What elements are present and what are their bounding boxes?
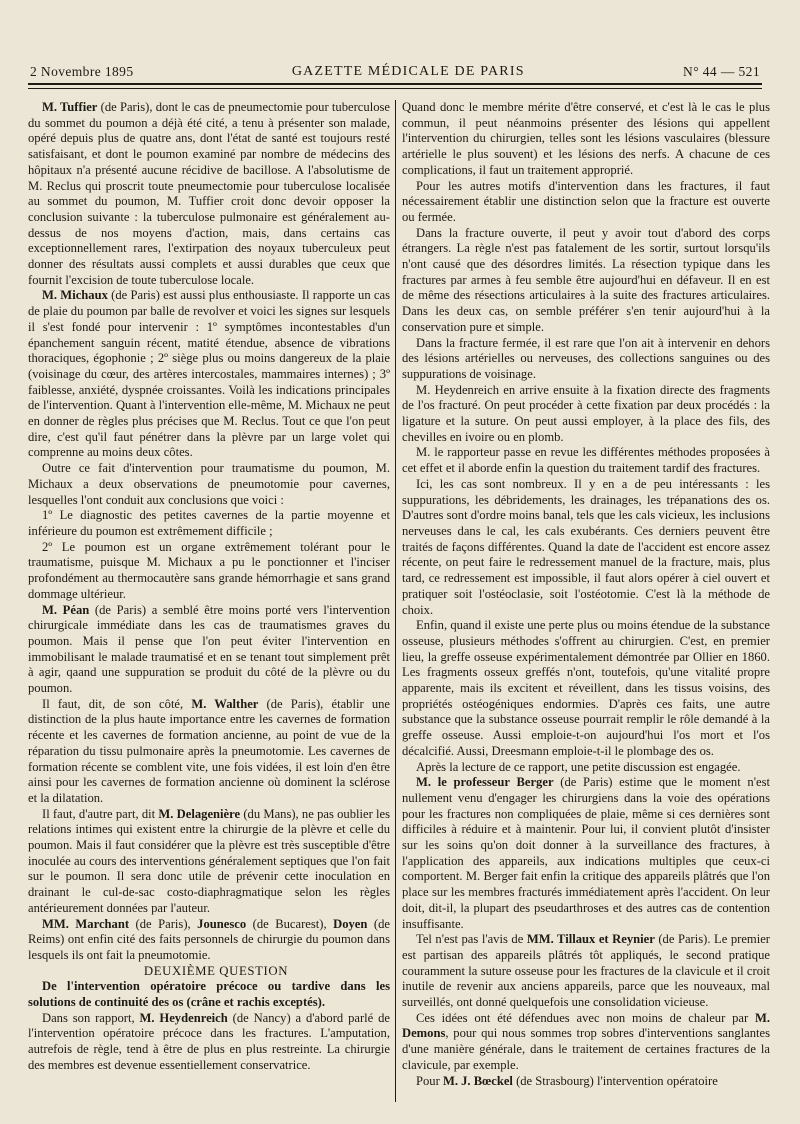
surgeon-name: M. J. Bœckel — [442, 1073, 513, 1088]
paragraph-text: Dans son rapport, — [42, 1010, 140, 1025]
surgeon-name: Jounesco — [197, 916, 247, 931]
header-number: N° 44 — [683, 64, 718, 79]
paragraph — [402, 1074, 770, 1090]
section-title: DEUXIÈME QUESTION — [143, 963, 289, 978]
paragraph-text: (de Strasbourg) l'intervention opératoire — [512, 1073, 718, 1088]
surgeon-name: Doyen — [333, 916, 368, 931]
paragraph-text: Tel n'est pas l'avis de — [416, 932, 527, 947]
paragraph — [28, 288, 390, 461]
paragraph-text: (de Paris). Le premier est partisan des appareils plâtrés tôt appliqués, le second pratique couramment la suture osseuse pour les fractures de la clavicule et il croit inutile de revenir aux anciens appareils, parce que les nouveaux, mal surveillés, ont donné quelquefois une consolidation vicieuse. — [402, 932, 770, 1010]
paragraph — [402, 932, 770, 1011]
surgeon-name: M. Tuffier — [42, 100, 98, 114]
section-subtitle: De l'intervention opératoire précoce ou tardive dans les solutions de continuité des os (crâne et rachis exceptés). — [28, 979, 390, 1010]
paragraph: Après la lecture de ce rapport, une petite discussion est engagée. — [416, 759, 741, 774]
running-header — [30, 58, 760, 80]
paragraph — [28, 603, 390, 697]
paragraph-text: Pour — [416, 1073, 443, 1088]
surgeon-name: M. le professeur Berger — [416, 775, 554, 790]
paragraph — [402, 1011, 770, 1074]
paragraph — [28, 917, 390, 964]
header-date: 2 Novembre 1895 — [30, 64, 134, 79]
paragraph-text: (de Paris) estime que le moment n'est nullement venu d'engager les chirurgiens dans la voie des opérations pour les fractures non compliquées de plaie, même si ces dernières sont difficiles à réduire et à maintenir. Pour lui, il convient plutôt d'insister sur les soins qu'on doit donner à la surveillance des fractures, à l'application des appareils, aux indications multiples que ceux-ci comportent. M. Berger fait enfin la critique des appareils plâtrés que l'on place sur les membres fracturés immédiatement après l'accident. On leur doit, dit-il, la plupart des pseudarthroses et des autres cas de contention insuffisante. — [402, 775, 770, 931]
paragraph-text: (de Bucarest), — [246, 916, 334, 931]
paragraph: M. le rapporteur passe en revue les différentes méthodes proposées à cet effet et il aborde enfin la question du traitement tardif des fractures. — [402, 445, 770, 476]
right-column — [402, 100, 770, 1104]
paragraph-text: Ces idées ont été défendues avec non moins de chaleur par — [416, 1010, 755, 1025]
left-column — [28, 100, 390, 1104]
paragraph — [28, 100, 390, 288]
paragraph: Quand donc le membre mérite d'être conservé, et c'est là le cas le plus commun, il peut néanmoins présenter des lésions qui appellent l'intervention du chirurgien, telles sont les lésions vasculaires (blessure artérielle le plus souvent) et les lésions des nerfs. A chacune de ces complications, il faut un traitement approprié. — [402, 100, 770, 177]
surgeon-name: MM. Marchant — [42, 916, 130, 931]
paragraph-text: (de Paris), — [129, 916, 198, 931]
paragraph-text: (de Paris), établir une distinction de la plus haute importance entre les cavernes de formation récente et les cavernes de formation ancienne, au point de vue de la réparation du tissu pulmonaire après la pneumotomie. Les cavernes de formation récente se comblent vite, une fois vidées, il est loin d'en être ainsi pour les cavernes de formation ancienne où dominent la sclérose et la dilatation. — [28, 696, 390, 805]
paragraph-text: (de Paris) est aussi plus enthousiaste. Il rapporte un cas de plaie du poumon par balle de revolver et voici les signes sur lesquels il s'est fondé pour intervenir : 1º symptômes incontestables d'un épanchement sanguin récent, matité étendue, absence de vibrations thoraciques, égophonie ; 2º siège plus ou moins dangereux de la plaie (voisinage du cœur, des artères intercostales, mammaires internes) ; 3º faiblesse, anxiété, dyspnée croissantes. Voilà les indications principales de l'intervention. Quant à l'intervention elle-même, M. Michaux ne peut en donner de règles plus précises que M. Reclus. Tout ce que l'on peut dire, c'est qu'il faut pénétrer dans la plèvre par un large volet qui comprenne au moins deux côtes. — [28, 288, 390, 460]
header-journal-title: GAZETTE MÉDICALE DE PARIS — [291, 64, 525, 79]
paragraph — [402, 775, 770, 932]
paragraph-text: (de Paris) a semblé être moins porté vers l'intervention chirurgicale immédiate dans les cas de traumatismes graves du poumon. Mais il pense que l'on peut éviter l'intervention en immobilisant le malade traumatisé et en se tenant tout simplement prêt à agir, qaand une suppuration se produit du côté de la plèvre ou du poumon. — [28, 602, 390, 696]
surgeon-name: M. Demons — [402, 1010, 770, 1041]
paragraph-text: (du Mans), ne pas oublier les relations intimes qui existent entre la chirurgie de la plèvre et celle du poumon. Mais il faut considérer que la plèvre est très susceptible d'être inoculée au cours des interventions généralement septiques que l'on fait sur le poumon. Il sera donc utile de prévenir cette inoculation en drainant le cul-de-sac costo-diaphragmatique selon les règles antérieurement données par l'auteur. — [28, 806, 390, 915]
header-number-page — [683, 64, 760, 80]
paragraph: Outre ce fait d'intervention pour traumatisme du poumon, M. Michaux a deux observations de pneumotomie pour cavernes, lesquelles l'ont conduit aux conclusions que voici : — [28, 461, 390, 507]
paragraph: M. Heydenreich en arrive ensuite à la fixation directe des fragments de l'os fracturé. On peut procéder à cette fixation par deux procédés : la ligature et la suture. On peut aussi employer, à la place des fils, des chevilles en ivoire ou en plomb. — [402, 382, 770, 444]
paragraph — [28, 1011, 390, 1074]
header-rule-thick — [28, 83, 762, 85]
paragraph-text: Il faut, dit, de son côté, — [42, 696, 192, 711]
surgeon-name: M. Péan — [42, 602, 90, 617]
surgeon-name: MM. Tillaux et Reynier — [526, 932, 655, 947]
paragraph: 2º Le poumon est un organe extrêmement tolérant pour le traumatisme, puisque M. Michaux a pu le ponctionner et l'inciser profondément au thermocautère sans grande hémorrhagie et sans grand dommage ultérieur. — [28, 539, 390, 601]
surgeon-name: M. Delagenière — [158, 806, 241, 821]
header-rule-thin — [28, 88, 762, 89]
paragraph: Dans la fracture ouverte, il peut y avoir tout d'abord des corps étrangers. La règle n'est pas fatalement de les sortir, surtout lorsqu'ils n'ont causé que des désordres limités. La résection typique dans les fractures par armes à feu semble être aujourd'hui en défaveur. Il en est de même des résections articulaires à la suite des fractures articulaires. Dans les deux cas, on semble préférer s'en tenir aujourd'hui à la conservation pure et simple. — [402, 225, 770, 334]
paragraph: Ici, les cas sont nombreux. Il y en a de peu intéressants : les suppurations, les débridements, les drainages, les trépanations des os. D'autres sont d'ordre moins banal, tels que les cals vicieux, les inclusions nerveuses dans le cal, les cals exubérants. Ces derniers peuvent être traités de façons différentes. Quand la date de l'accident est encore assez récente, on peut faire le redressement manuel de la fracture, mais, plus tard, ce redressement est impossible, il faut alors opérer à ciel ouvert et pratiquer soit l'ostéoclasie, soit l'ostéotomie. C'est là la méthode de choix. — [402, 476, 770, 617]
paragraph — [28, 807, 390, 917]
paragraph: Enfin, quand il existe une perte plus ou moins étendue de la substance osseuse, plusieurs méthodes s'offrent au chirurgien. C'est, en premier lieu, la greffe osseuse expérimentalement démontrée par Ollier en 1860. Les fragments osseux greffés n'ont, toutefois, qu'une vitalité propre apparente, mais ils excitent et réveillent, dans les tissus voisins, des propriétés ostéogéniques endormies. D'après ces faits, une autre substance que la substance osseuse pourrait remplir le rôle demandé à la greffe osseuse. Aussi emploie-t-on aujourd'hui l'os mort et l'os décalcifié. Aussi, Dreesmann emploie-t-il le plombage des os. — [402, 618, 770, 758]
paragraph-text: (de Reims) ont enfin cité des faits personnels de chirurgie du poumon dans lesquels ils ont fait la pneumotomie. — [28, 916, 390, 962]
paragraph: Pour les autres motifs d'intervention dans les fractures, il faut nécessairement établir une distinction selon que la fracture est ouverte ou fermée. — [402, 178, 770, 224]
column-divider — [395, 100, 396, 1102]
paragraph-text: (de Nancy) a d'abord parlé de l'intervention opératoire précoce dans les fractures. L'amputation, autrefois de règle, tend à être de plus en plus restreinte. La chirurgie des membres est devenue essentiellement conservatrice. — [28, 1010, 390, 1072]
paragraph: 1º Le diagnostic des petites cavernes de la partie moyenne et inférieure du poumon est extrêmement difficile ; — [28, 508, 390, 538]
surgeon-name: M. Michaux — [42, 288, 108, 303]
paragraph-text: (de Paris), dont le cas de pneumectomie pour tuberculose du sommet du poumon a déjà été cité, a tenu à présenter son malade, opéré depuis plus de quatre ans, dont l'état de santé est toujours resté satisfaisant, et dont le poumon examiné par nombre de médecins des hôpitaux n'a présenté aucune récidive de bacillose. A l'absolutisme de M. Reclus qui proscrit toute pneumectomie pour tuberculose localisée au sommet du poumon, M. Tuffier croit donc devoir opposer la conclusion suivante : la tuberculose pulmonaire est généralement au-dessus de nos moyens d'action, mais, dans certains cas exceptionnellement rares, l'extirpation des noyaux tuberculeux peut donner des résultats aussi complets et aussi durables que ceux que fournit l'excision de toute tuberculose locale. — [28, 100, 390, 287]
header-page: — 521 — [720, 64, 760, 79]
surgeon-name: M. Walther — [191, 696, 259, 711]
surgeon-name: M. Heydenreich — [139, 1010, 228, 1025]
paragraph — [28, 697, 390, 807]
paragraph-text: , pour qui nous sommes trop sobres d'interventions sanglantes d'une manière générale, dans le traitement de certaines fractures de la clavicule, par exemple. — [402, 1026, 770, 1072]
paragraph: Dans la fracture fermée, il est rare que l'on ait à intervenir en dehors des lésions artérielles ou nerveuses, des collections sanguines ou des suppurations de voisinage. — [402, 335, 770, 381]
paragraph-text: Il faut, d'autre part, dit — [42, 806, 159, 821]
